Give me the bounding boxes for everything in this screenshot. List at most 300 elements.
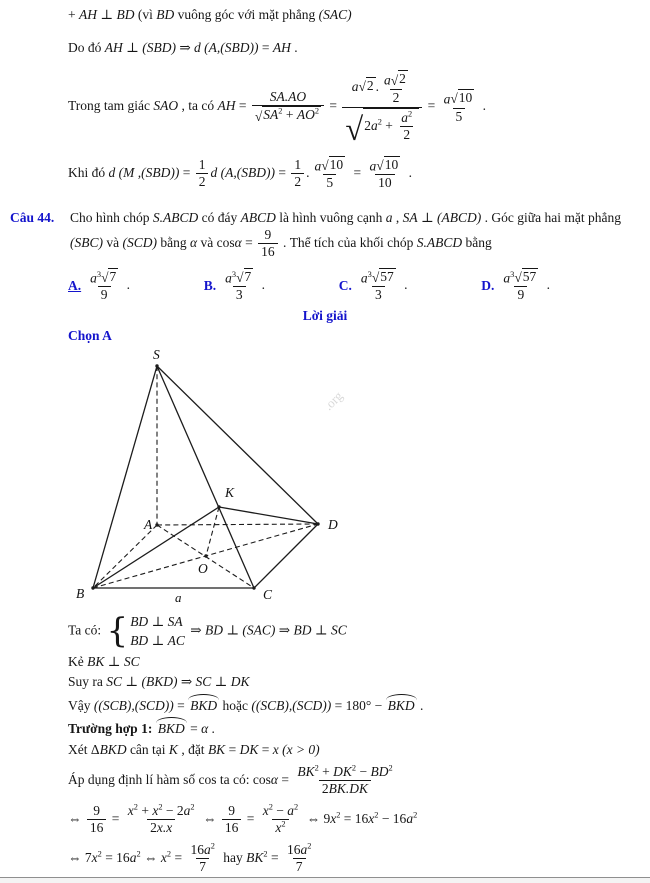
math-txt: 2 [294,174,302,190]
math-txt: + [68,7,79,22]
math-frac [342,69,422,148]
math-sqrt [236,268,253,285]
option-a-value [85,267,130,305]
math-it: a [225,270,232,286]
math-txt: 9 [517,287,525,303]
math-sup: 2 [351,763,357,772]
vertex-dot-c [252,586,255,589]
math-it: ABCD [240,209,276,225]
math-txt: 3 [235,287,243,303]
math-frac [294,764,395,797]
math-it: SAO [153,97,179,113]
math-txt: có đáy [198,209,241,225]
math-it: AO [296,106,315,122]
math-txt: . [416,697,424,713]
math-it: x (x > 0) [272,741,320,757]
math-it: BD [130,613,149,629]
math-it: a [443,91,451,107]
math-frac [367,156,404,192]
math-it: x [127,802,134,818]
math-it: SC [106,674,123,690]
math-txt: . [375,79,379,95]
radical-sign: √ [254,108,263,124]
math-txt: = [241,234,257,250]
math-txt: + [282,106,297,122]
math-txt: Kẻ [68,653,88,669]
option-a-letter: A. [68,277,82,293]
math-frac [87,268,121,304]
math-it: x.x [156,820,173,836]
math-txt: ⊥ [417,209,438,225]
solution-line-suy-ra [68,673,642,691]
vertex-dot-d [316,522,319,525]
math-sup: 2 [408,109,413,119]
math-it: a [384,72,391,88]
math-txt: 16 [190,842,204,858]
math-sup: 2 [377,117,382,127]
math-sup: 2 [158,802,163,812]
math-txt: ⊥ [311,622,331,638]
math-txt: Cho hình chóp [70,209,153,225]
radical-sign: √ [514,270,522,286]
math-txt: 7 [109,268,117,284]
radical-sign: √ [371,270,380,286]
vertex-label-k: K [225,484,235,500]
math-it: α [190,234,198,250]
math-txt: 16 [89,820,104,836]
math-it: SC [123,653,140,669]
vertex-label-o: O [198,560,208,576]
option-c-letter: C. [338,277,352,293]
math-hat: BKD [188,694,219,715]
math-txt: bằng [462,234,492,250]
math-sup: 2 [268,802,273,812]
math-txt: = [258,741,273,757]
math-txt: hay [219,850,247,866]
math-txt: 2 [392,89,400,105]
math-txt: Xét Δ [68,741,100,757]
math-it: S.ABCD [416,234,463,250]
math-txt: + [318,763,334,779]
math-sqrt [101,268,118,285]
math-txt: 57 [522,268,537,284]
math-txt: 1 [294,156,302,172]
math-it: BK [87,653,105,669]
math-it: a [360,270,368,286]
math-txt: . [123,276,130,292]
math-txt: 57 [380,268,394,284]
math-txt: . [479,97,486,113]
math-txt: 7 [199,859,207,875]
math-sup: 2 [314,106,320,116]
math-txt: . [258,276,265,292]
math-it: BD [370,763,389,779]
formula-line-trong-tam-giac [68,68,642,148]
question-44 [0,209,650,262]
math-txt: + [137,802,153,818]
math-txt: là hình vuông cạnh [275,209,386,225]
solution-heading: Lời giải [302,307,348,323]
math-frac [398,110,415,143]
solution-line-ta-co [68,610,642,651]
math-txt: = [179,164,194,180]
math-sup: 3 [510,269,515,279]
math-txt: − [356,763,371,779]
solution-line-vay [68,694,642,715]
math-txt: . [208,721,215,737]
math-it: AH [104,39,123,55]
math-txt: = [225,741,240,757]
math-hat: BKD [386,694,417,715]
page-divider [0,877,650,883]
math-txt: vuông góc với mặt phẳng [174,7,319,22]
option-d-value [498,267,550,305]
math-txt: . [543,276,550,292]
math-frac [222,268,256,304]
math-txt: 16 [286,842,301,858]
math-it: DK [239,741,259,757]
option-b-value [220,267,265,305]
math-txt: ⊥ [97,7,117,22]
math-it: d (A,(SBD)) [210,164,275,180]
figure-edge-SB [93,366,157,588]
math-it: a [183,802,191,818]
math-frac [284,842,314,875]
math-txt: = [258,39,273,55]
math-txt: − 2 [162,802,184,818]
math-it: a [203,842,211,858]
formula-line-do-do [68,39,642,57]
math-txt: ⊥ [122,674,142,690]
math-txt: ⇒ [186,622,205,638]
math-frac [252,89,324,125]
math-txt: . [405,164,412,180]
math-txt: Ta có: [68,622,105,638]
math-txt: Do đó [68,39,105,55]
math-txt: 1 [198,156,206,172]
math-txt: = 180° − [331,697,386,713]
solution-line-xet [68,741,642,759]
radical-sign: √ [236,270,244,286]
math-it: x [152,802,159,818]
math-sup: 2 [210,841,215,851]
math-it: (SAC) [242,622,276,638]
math-txt: bằng [157,234,190,250]
math-txt: = [243,810,258,826]
math-it: SC [330,622,347,638]
solution-line-ke [68,653,642,671]
math-it: AC [167,633,185,649]
chosen-answer: Chọn A [68,328,112,344]
math-sup: 2 [281,819,286,829]
math-txt: 5 [326,175,334,191]
option-d[interactable] [481,267,550,305]
math-txt: 2 [150,820,157,836]
radical-sign: √ [101,270,109,286]
math-txt: 10 [329,156,344,172]
math-txt: 2 [366,77,374,93]
vertex-dot-b [91,586,94,589]
vertex-label-b: B [76,585,85,601]
math-frac [291,157,304,190]
math-it: a [406,810,414,826]
math-txt: 7 [244,268,252,284]
math-it: a [503,270,511,286]
math-txt: 16 [224,820,239,836]
math-it: (ABCD) [437,209,482,225]
math-sqrt [450,89,474,106]
math-it: a [314,158,322,174]
math-frac [222,803,242,836]
radical-sign: √ [321,158,329,174]
math-it: BD [156,7,175,22]
math-txt: ⇔ [199,810,220,826]
math-frac [196,157,209,190]
vertex-label-c: C [263,586,273,602]
math-it: a [90,270,97,286]
option-c[interactable] [339,267,408,305]
math-txt: 10 [384,156,399,172]
math-txt: và [103,234,123,250]
math-sup: 2 [307,841,312,851]
math-sqrt [391,70,408,87]
solution-line-truong-hop-1 [68,717,642,738]
math-frac [500,268,541,304]
math-it: BKD [99,741,127,757]
math-txt: 2 [321,780,329,796]
math-frac [187,842,217,875]
math-frac [87,803,107,836]
math-sup: 2 [190,802,195,812]
math-txt: . [290,39,298,55]
math-txt: ⇒ [175,39,195,55]
math-it: d (M ,(SBD)) [108,164,180,180]
math-it: a [370,117,378,133]
math-b: Trường hợp 1: [68,721,156,737]
math-frac [311,156,348,192]
option-b[interactable] [204,267,265,305]
math-it: BK.DK [328,780,369,796]
option-a[interactable] [68,267,130,305]
math-it: BD [130,633,149,649]
math-sup: 2 [314,763,319,772]
vertex-label-a: A [144,516,153,532]
solution-line-equiv-1 [68,802,642,837]
math-frac [125,803,198,836]
math-txt: = [277,771,293,787]
math-cases [106,610,185,651]
math-it: AH [217,97,236,113]
math-sup: 2 [374,810,379,820]
math-it: (SCD) [122,234,157,250]
math-txt: 9 [93,802,100,818]
math-txt: hoặc [219,697,252,713]
math-it: (SAC) [318,7,352,22]
math-txt: = [267,850,282,866]
math-it: x [275,820,282,836]
math-frac [358,268,399,304]
radical-sign: √ [450,91,458,107]
math-txt: ⊥ [148,633,168,649]
math-it: a [129,850,137,866]
math-sqrt [514,268,538,285]
math-it: (BKD) [141,674,178,690]
math-txt: Vậy [68,697,94,713]
math-it: K [168,741,178,757]
math-it: SC [195,674,212,690]
vertex-label-s: S [153,346,160,362]
math-txt: ⇔ [140,850,161,866]
side-length-label: a [175,589,182,605]
math-it: DK [333,763,352,779]
math-it: BK [297,763,315,779]
math-it: α [234,234,242,250]
math-txt: = [350,164,365,180]
math-it: x [160,850,167,866]
math-txt: = [108,810,123,826]
vertex-dot-a [155,523,158,526]
math-it: x [91,850,98,866]
math-txt: = [186,721,202,737]
math-txt: − 16 [378,810,407,826]
math-txt: 2 [403,127,411,143]
math-txt: = 16 [340,810,369,826]
math-it: SA [263,106,279,122]
math-txt: 2 [399,71,406,87]
solution-line-equiv-2 [68,841,642,876]
math-txt: . Thể tích của khối chóp [279,234,417,250]
figure-edge-dashed-AD [157,524,318,525]
math-it: BK [207,741,226,757]
math-txt: 7 [295,859,303,875]
math-frac [260,803,302,836]
math-txt: 9 [264,227,272,243]
math-txt: − [272,802,288,818]
math-txt: , đặt [177,741,208,757]
radical-sign: √ [345,112,364,148]
math-sup: 2 [97,849,102,859]
math-frac [381,70,411,106]
radical-sign: √ [376,158,384,174]
math-txt: . Góc giữa hai mặt phẳng [481,209,625,225]
option-b-letter: B. [203,277,217,293]
math-it: a [300,842,308,858]
cases-brace: { [106,610,129,651]
math-it: BD [293,622,312,638]
math-frac [258,227,278,260]
math-sup: 3 [367,269,372,279]
math-it: BK [246,850,264,866]
math-it: BD [204,622,223,638]
vertex-dot-s [155,364,158,367]
math-it: BD [116,7,135,22]
math-sup: 3 [231,269,237,279]
math-sup: 2 [278,106,283,116]
math-txt: ⇒ [177,674,196,690]
math-txt: cân tại [126,741,169,757]
math-it: (SBD) [142,39,176,55]
math-it: x [330,810,337,826]
math-sqrt [372,268,396,285]
math-txt: = [424,97,439,113]
math-txt: = [235,97,250,113]
option-d-letter: D. [481,277,495,293]
math-it: AH [79,7,97,22]
option-c-value [356,267,408,305]
math-txt: (vì [134,7,157,22]
math-sup: 2 [136,849,141,859]
math-it: α [270,771,278,787]
math-sqrt [321,156,345,173]
answer-options [68,267,550,305]
math-it: x [368,810,375,826]
watermark-text: .org [320,387,346,413]
math-txt: ⇒ [275,622,294,638]
math-txt: 5 [455,108,463,124]
math-sup: 2 [263,849,268,859]
solution-line-ap-dung [68,763,642,798]
radical-sign: √ [358,79,366,95]
math-it: d (A,(SBD)) [194,39,259,55]
math-txt: 3 [374,287,382,303]
math-it: x [262,802,269,818]
math-it: ((SCB),(SCD)) [251,697,332,713]
math-it: SA.AO [269,88,307,104]
math-it: AH [272,39,291,55]
formula-line-ah-bd [68,0,642,24]
math-txt: 10 [378,175,392,191]
math-txt: . [400,276,408,292]
math-txt: ⇔ 9 [303,810,331,826]
math-txt: 9 [100,287,108,303]
math-txt: ⊥ [148,613,168,629]
question-number: Câu 44. [10,209,55,225]
vertex-dot-k [217,505,220,508]
math-txt: , [392,209,403,225]
math-txt: Suy ra [68,674,107,690]
math-txt: = [326,97,341,113]
math-it: a [401,110,409,126]
math-it: (SBC) [70,234,103,250]
math-it: a [369,158,377,174]
math-txt: Áp dụng định lí hàm số cos ta có: cos [68,771,271,787]
math-sup: 2 [166,849,172,859]
math-txt: Khi đó [68,164,109,180]
math-txt: ⊥ [104,653,124,669]
math-txt: 16 [261,244,275,260]
math-txt: = 16 [101,850,130,866]
vertex-label-d: D [328,516,338,532]
math-frac [441,89,478,125]
figure-edge-SD [157,366,318,524]
math-txt: Trong tam giác [68,97,154,113]
pyramid-figure [65,345,365,611]
math-it: a [385,209,393,225]
math-txt: + [381,117,397,133]
math-txt: và cos [197,234,235,250]
math-sup: 2 [133,802,138,812]
math-txt: = [274,164,290,180]
math-txt: 2 [198,174,206,190]
math-sup: 2 [294,802,299,812]
math-it: SA [167,613,183,629]
math-txt: 9 [228,802,235,818]
math-sqrt [345,108,419,148]
math-sqrt [255,106,321,123]
math-txt: ⊥ [211,674,231,690]
math-sup: 2 [336,810,341,820]
math-it: S.ABCD [152,209,199,225]
